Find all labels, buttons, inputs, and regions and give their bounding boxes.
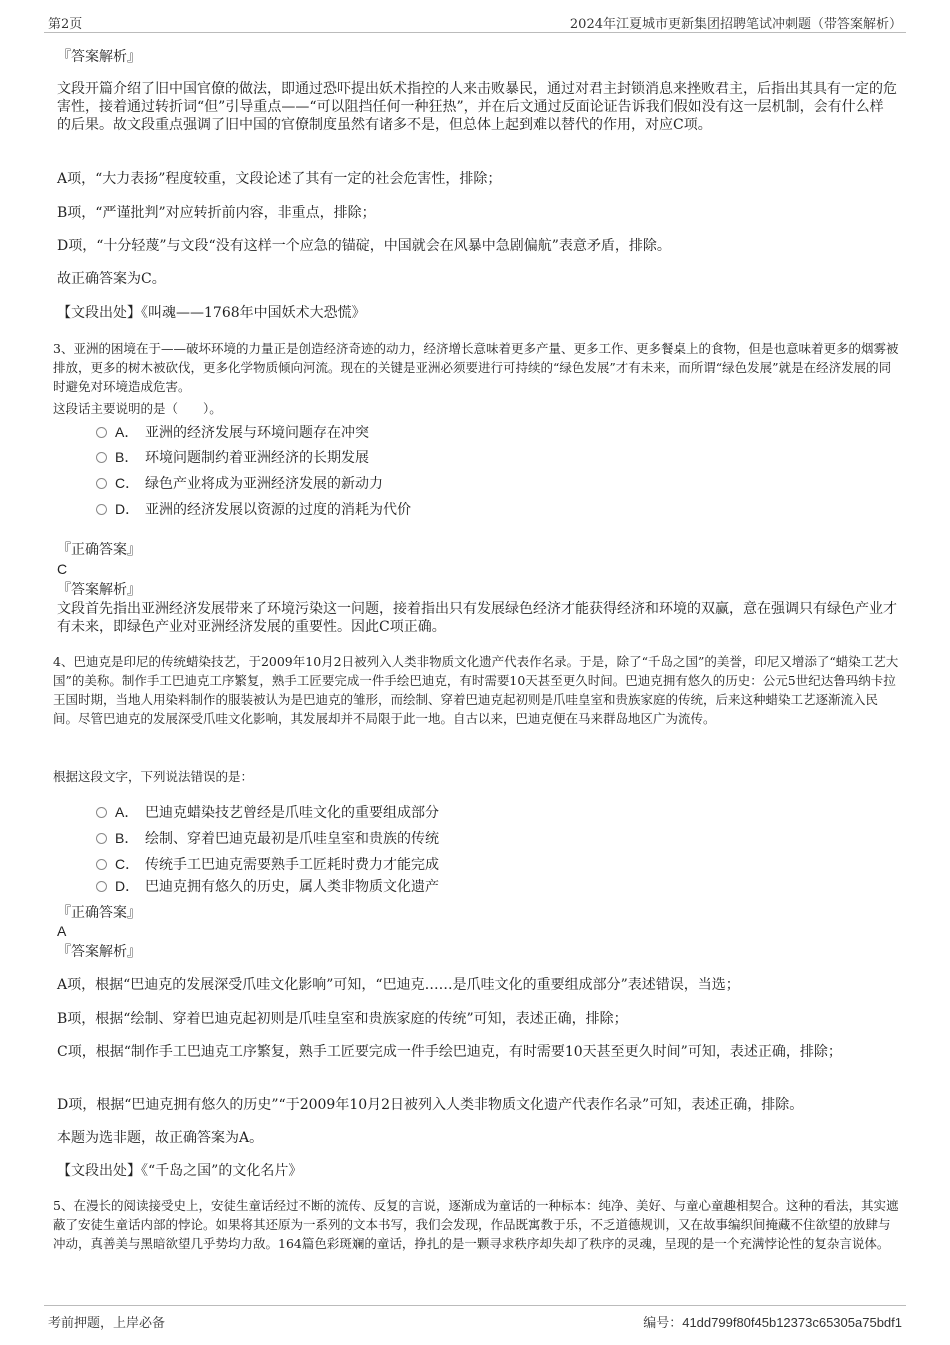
analysis-item-d: D项，“十分轻蔑”与文段“没有这样一个应急的锚碇，中国就会在风暴中急剧偏航”表意矛盾，排除。 [57,238,671,254]
radio-icon[interactable] [96,478,107,489]
q3-analysis-label: 『答案解析』 [57,582,141,598]
radio-icon[interactable] [96,504,107,515]
q4-analysis-item-c: C项，根据“制作手工巴迪克工序繁复，熟手工匠要完成一件手绘巴迪克，有时需要10天甚至更久时间”可知，表述正确，排除； [57,1044,842,1060]
text-source: 【文段出处】《叫魂——1768年中国妖术大恐慌》 [57,305,366,321]
question-4-stem: 4、巴迪克是印尼的传统蜡染技艺，于2009年10月2日被列入人类非物质文化遗产代表作名录。于是，除了“千岛之国”的美誉，印尼又增添了“蜡染工艺大国”的美称。制作手工巴迪克工序繁复，熟手工匠要完成一件手绘巴迪克，有时需要10天甚至更久时间。巴迪克拥有悠久的历史：公元5世纪达鲁玛纳卡拉王国时期，当地人用染料制作的服装被认为是巴迪克的雏形，而绘制、穿着巴迪克起初则是爪哇皇室和贵族家庭的传统，后来这种蜡染工艺逐渐流入民间。尽管巴迪克的发展深受爪哇文化影响，其发展却并不局限于此一地。自古以来，巴迪克便在马来群岛地区广为流传。 [53,654,899,726]
radio-icon[interactable] [96,452,107,463]
question-4-prompt: 根据这段文字，下列说法错误的是： [53,769,254,784]
analysis-text: 文段开篇介绍了旧中国官僚的做法，即通过恐吓提出妖术指控的人来击败暴民，通过对君主封锁消息来挫败君主，后指出其具有一定的危害性，接着通过转折词“但”引导重点——“可以阻挡任何一种狂热”，并在后文通过反面论证告诉我们假如没有这一层机制，会有什么样的后果。故文段重点强调了旧中国的官僚制度虽然有诸多不是，但总体上起到难以替代的作用，对应C项。 [57,81,897,133]
q3-analysis: 文段首先指出亚洲经济发展带来了环境污染这一问题，接着指出只有发展绿色经济才能获得经济和环境的双赢，意在强调只有绿色产业才有未来，即绿色产业对亚洲经济发展的重要性。因此C项正确。 [57,601,897,635]
radio-icon[interactable] [96,833,107,844]
radio-icon[interactable] [96,427,107,438]
q4-answer: A [57,923,67,939]
q4-option-a[interactable]: A． 巴迪克蜡染技艺曾经是爪哇文化的重要组成部分 [96,802,439,822]
q4-analysis-item-b: B项，根据“绘制、穿着巴迪克起初则是爪哇皇室和贵族家庭的传统”可知，表述正确，排除； [57,1011,628,1027]
answer-conclusion: 故正确答案为C。 [57,271,166,287]
radio-icon[interactable] [96,881,107,892]
q4-conclusion: 本题为选非题，故正确答案为A。 [57,1130,264,1146]
analysis-item-a: A项，“大力表扬”程度较重，文段论述了其有一定的社会危害性，排除； [57,171,502,187]
page-header [44,8,906,33]
q4-analysis-item-d: D项，根据“巴迪克拥有悠久的历史”“于2009年10月2日被列入人类非物质文化遗产代表作名录”可知，表述正确，排除。 [57,1097,804,1113]
q3-option-c[interactable]: C． 绿色产业将成为亚洲经济发展的新动力 [96,473,383,493]
question-3-stem: 3、亚洲的困境在于——破坏环境的力量正是创造经济奇迹的动力，经济增长意味着更多产量、更多工作、更多餐桌上的食物，但是也意味着更多的烟雾被排放，更多的树木被砍伐，更多化学物质倾向河流。现在的关键是亚洲必须要进行可持续的“绿色发展”才有未来，而所谓“绿色发展”就是在经济发展的同时避免对环境造成危害。 [53,341,899,394]
q4-answer-label: 『正确答案』 [57,905,141,921]
question-3-prompt: 这段话主要说明的是（ ）。 [53,401,222,416]
q4-analysis-item-a: A项，根据“巴迪克的发展深受爪哇文化影响”可知，“巴迪克……是爪哇文化的重要组成部分”表述错误，当选； [57,977,740,993]
q3-answer-label: 『正确答案』 [57,542,141,558]
q4-option-d[interactable]: D． 巴迪克拥有悠久的历史，属人类非物质文化遗产 [96,876,439,896]
analysis-label: 『答案解析』 [57,49,141,65]
q4-analysis-label: 『答案解析』 [57,944,141,960]
footer-slogan: 考前押题，上岸必备 [48,1316,166,1331]
q4-source: 【文段出处】《“千岛之国”的文化名片》 [57,1163,303,1179]
q4-option-c[interactable]: C． 传统手工巴迪克需要熟手工匠耗时费力才能完成 [96,854,439,874]
q4-option-b[interactable]: B． 绘制、穿着巴迪克最初是爪哇皇室和贵族的传统 [96,828,439,848]
question-5-stem: 5、在漫长的阅读接受史上，安徒生童话经过不断的流传、反复的言说，逐渐成为童话的一种标本：纯净、美好、与童心童趣相契合。这种的看法，其实遮蔽了安徒生童话内部的悖论。如果将其还原为一系列的文本书写，我们会发现，作品既寓教于乐，不乏道德规训，又在故事编织间掩藏不住欲望的放肆与冲动，真善美与黑暗欲望几乎势均力敌。164篇色彩斑斓的童话，挣扎的是一颗寻求秩序却失却了秩序的灵魂，呈现的是一个充满悖论性的复杂言说体。 [53,1198,899,1251]
page-number: 第2页 [48,17,83,32]
document-title: 2024年江夏城市更新集团招聘笔试冲刺题（带答案解析） [569,17,902,32]
q3-option-d[interactable]: D． 亚洲的经济发展以资源的过度的消耗为代价 [96,499,411,519]
page-footer [44,1305,906,1330]
q3-option-a[interactable]: A． 亚洲的经济发展与环境问题存在冲突 [96,422,369,442]
q3-option-b[interactable]: B． 环境问题制约着亚洲经济的长期发展 [96,447,369,467]
q3-answer: C [57,561,68,577]
radio-icon[interactable] [96,807,107,818]
analysis-item-b: B项，“严谨批判”对应转折前内容，非重点，排除； [57,205,376,221]
document-code: 编号：41dd799f80f45b12373c65305a75bdf1 [643,1315,902,1331]
radio-icon[interactable] [96,859,107,870]
